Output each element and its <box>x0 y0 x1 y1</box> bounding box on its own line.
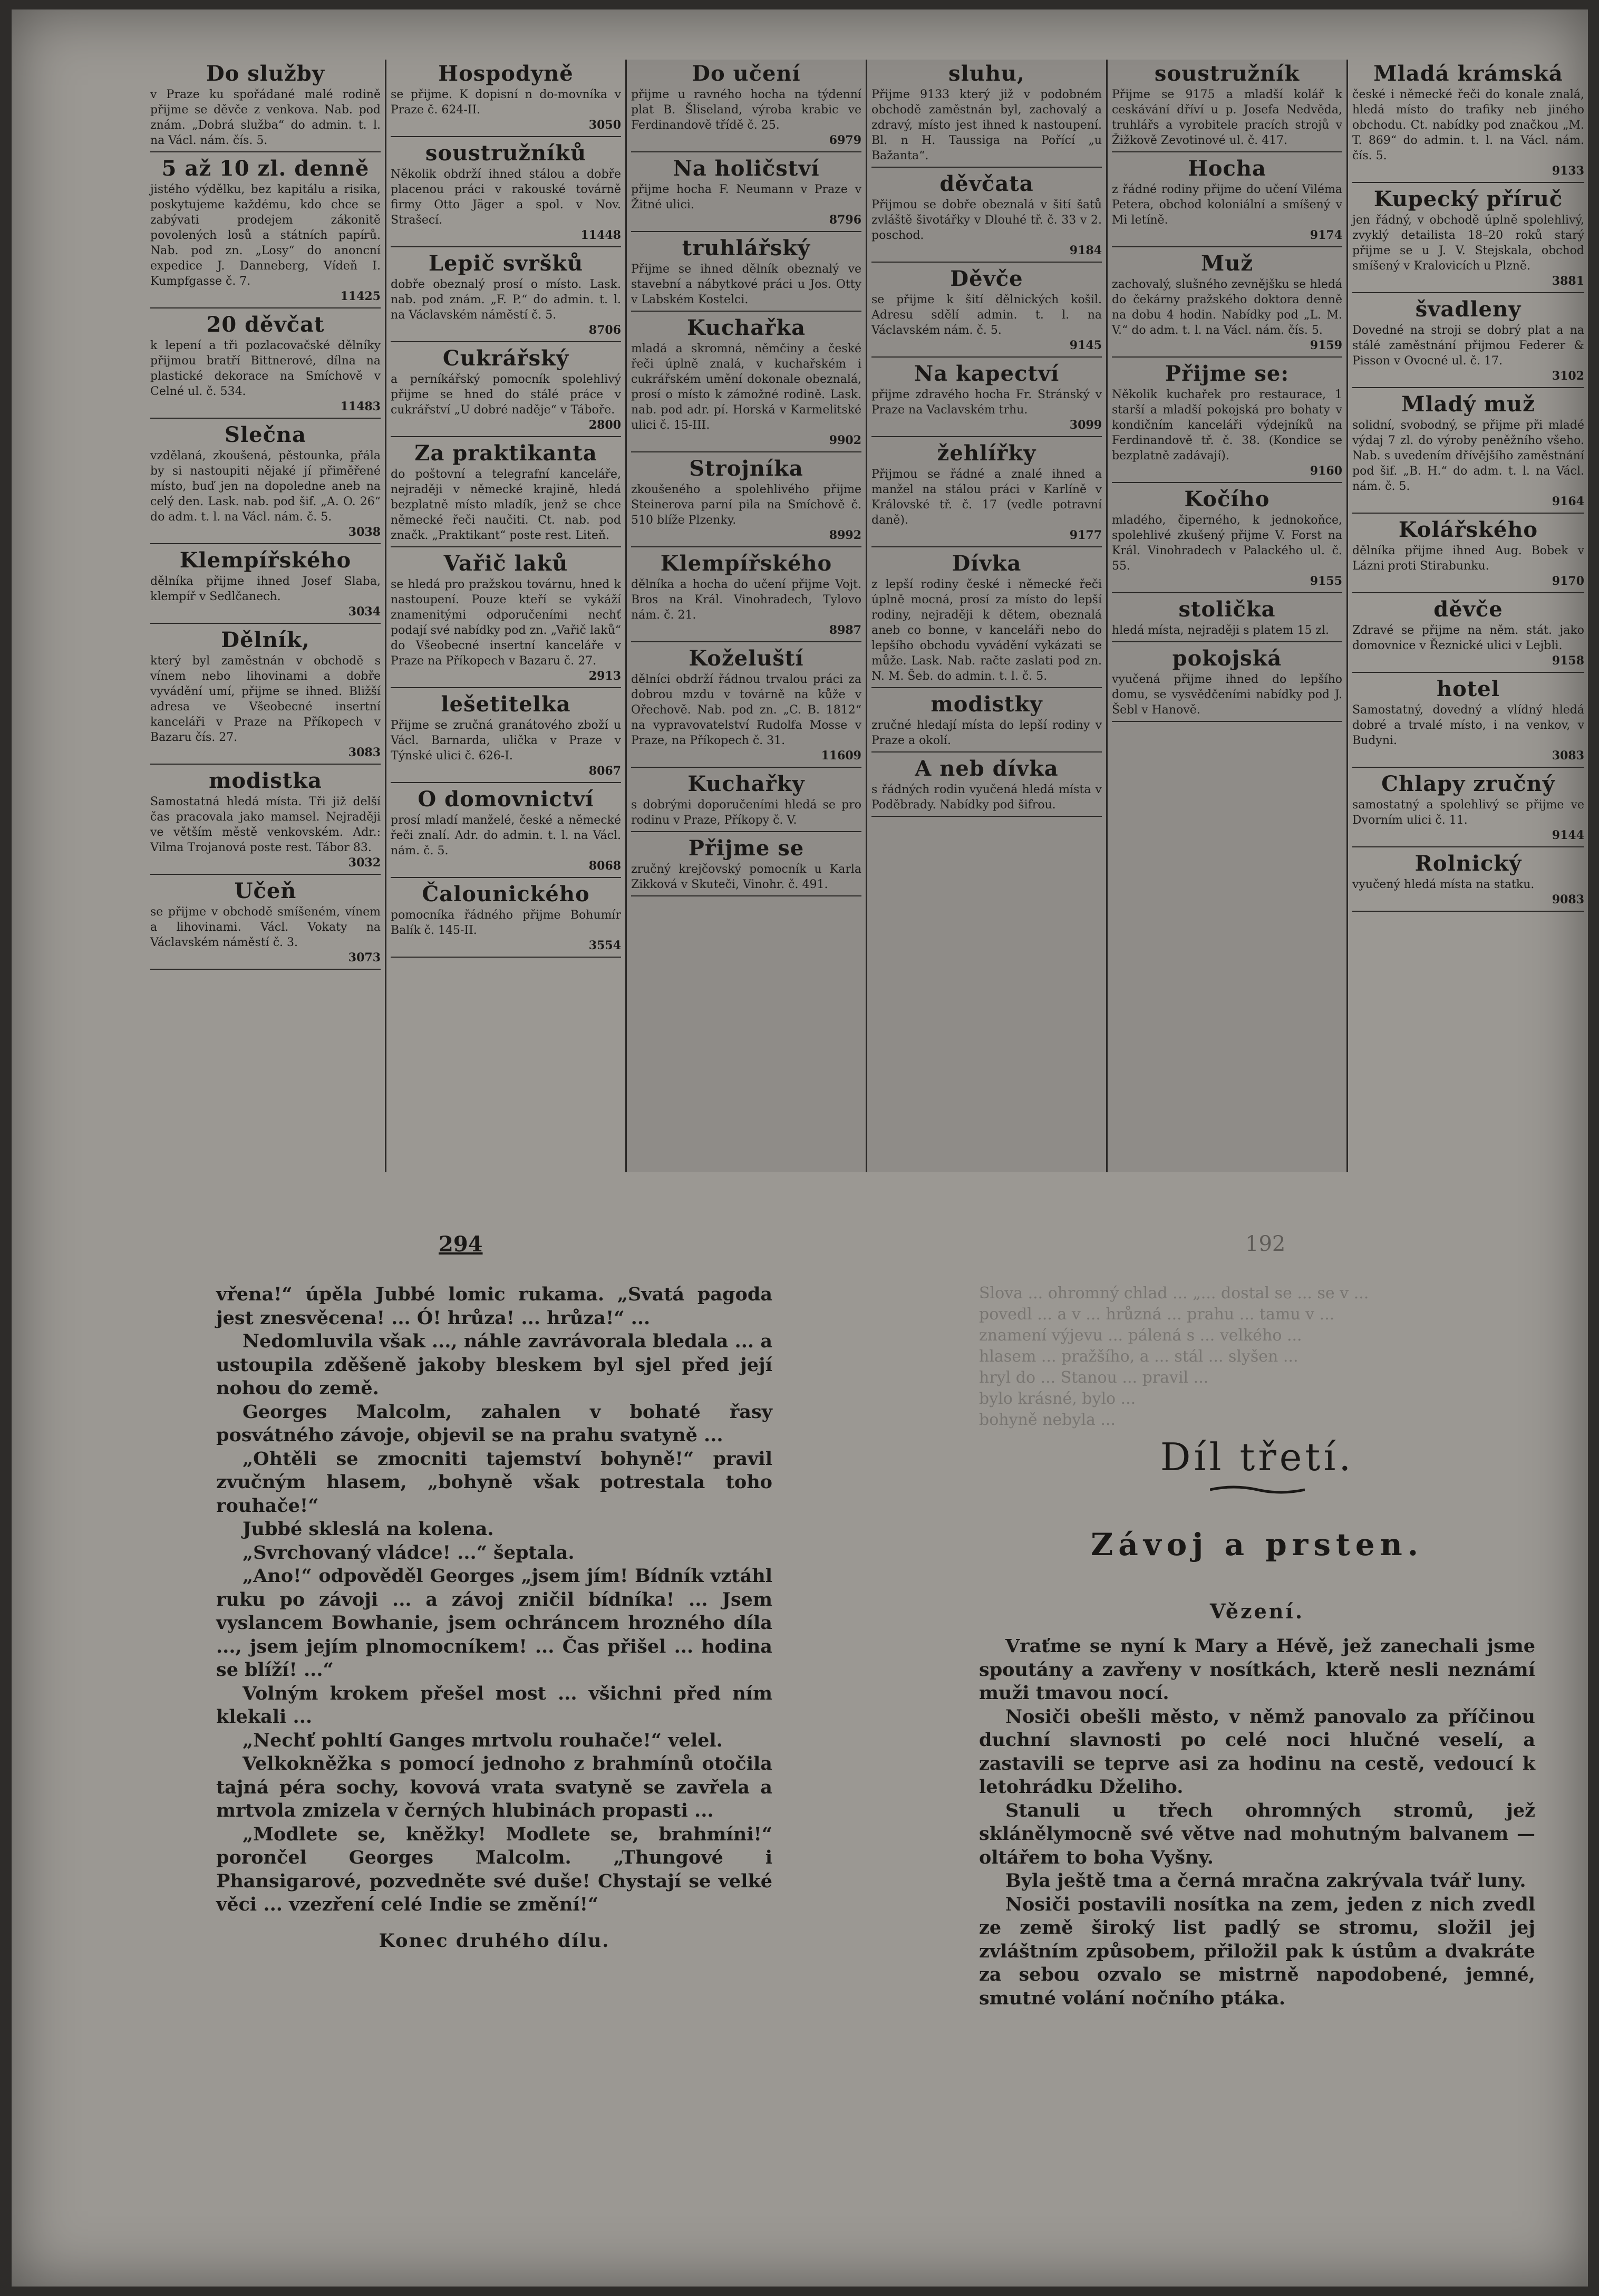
ad-code: 8068 <box>588 859 621 873</box>
classified-ad <box>871 360 1102 437</box>
ad-text: pomocníka řádného přijme Bohumír Balík č. 145-II. <box>391 909 621 937</box>
ad-text: Zdravé se přijme na něm. stát. jako domovnice v Řeznické ulici v Lejbli. <box>1352 624 1584 652</box>
ad-code: 9158 <box>1552 654 1584 668</box>
ad-heading: Do služby <box>206 61 325 86</box>
ad-heading: Rolnický <box>1414 851 1522 876</box>
ad-text: zachovalý, slušného zevnějšku se hledá do čekárny pražského doktora denně na dobu 4 hodin. Nabídky pod „L. M. V.“ do adm. t. l. na Václ. nám. čís. 5. <box>1112 278 1342 337</box>
ghost-line: povedl ... a v ... hrůzná ... prahu ... tamu v ... <box>979 1305 1335 1324</box>
ad-code: 9184 <box>1069 244 1102 257</box>
ad-text: zkoušeného a spolehlivého přijme Steinerova parní pila na Smíchově č. 510 blíže Plzenky. <box>631 483 861 527</box>
ad-column <box>386 60 627 1172</box>
classified-ad <box>391 344 621 437</box>
classified-ad <box>391 439 621 547</box>
classified-ad <box>1112 360 1342 483</box>
classified-ad <box>1352 595 1584 673</box>
ad-heading: švadleny <box>1415 297 1522 322</box>
ad-text: k lepení a tři pozlacovačské dělníky přijmou bratří Bittnerové, dílna na plastické dekorace na Smíchově v Celné ul. č. 534. <box>150 339 381 398</box>
chapter-title: Vězení. <box>1209 1599 1305 1623</box>
ghost-line: hlasem ... pražšího, a ... stál ... slyšen ... <box>979 1347 1298 1366</box>
story-paragraph: „Nechť pohltí Ganges mrtvolu rouhače!“ velel. <box>243 1729 723 1751</box>
ad-heading: Chlapy zručný <box>1381 771 1555 796</box>
ad-heading: Přijme se <box>688 836 805 861</box>
ad-text: zručné hledají místa do lepší rodiny v Praze a okolí. <box>871 719 1102 747</box>
ad-heading: modistky <box>931 692 1043 717</box>
classified-ad <box>1352 185 1584 293</box>
ad-text: v Praze ku spořádané malé rodině přijme se děvče z venkova. Nab. pod znám. „Dobrá služba“ do admin. t. l. na Václ. nám. čís. 5. <box>150 88 381 147</box>
ad-text: Přijme 9133 který již v podobném obchodě zaměstnán byl, zachovalý a zdravý, místo jest ihned k nastoupení. Bl. n H. Taussiga na Pořící „u Bažanta“. <box>871 88 1102 162</box>
ad-heading: Slečna <box>225 422 306 447</box>
ad-code: 3083 <box>1552 749 1584 763</box>
ad-code: 11425 <box>340 290 381 303</box>
right-page-number: 192 <box>1245 1232 1286 1256</box>
ad-text: vyučený hledá místa na statku. <box>1352 878 1535 891</box>
classified-ad <box>1112 644 1342 722</box>
ad-heading: Koželuští <box>689 646 804 671</box>
classified-ad <box>1112 60 1342 152</box>
ad-code: 3038 <box>348 525 381 539</box>
ad-text: Dovedné na stroji se dobrý plat a na stálé zaměstnání přijmou Federer & Pisson v Ovocné ul. č. 17. <box>1352 324 1584 368</box>
story-paragraph: Nosiči obešli město, v němž panovalo za příčinou duchní slavnosti po celé noci hlučné veselí, a zastavili se teprve asi za hodinu na cestě, vedoucí k letohrádku Dželiho. <box>979 1705 1535 1798</box>
ad-text: a perníkářský pomocník spolehlivý přijme se hned do stálé práce v cukrářství „U dobré naděje“ v Táboře. <box>391 373 621 417</box>
ad-heading: Kuchařky <box>687 771 805 796</box>
ad-heading: Klempířského <box>179 548 352 573</box>
classified-ad <box>150 767 381 875</box>
classified-ad <box>1352 295 1584 388</box>
ad-text: který byl zaměstnán v obchodě s vínem nebo lihovinami a dobře vyvádění umí, přijme se ihned. Bližší adresa ve Všeobecné insertní kanceláři v Praze na Příkopech v Bazaru čís. 27. <box>150 654 381 744</box>
classified-ad <box>871 170 1102 263</box>
ad-text: Samostatný, dovedný a vlídný hledá dobré a trvalé místo, i na venkov, v Budyni. <box>1352 703 1584 747</box>
ad-text: s řádných rodin vyučená hledá místa v Poděbrady. Nabídky pod šifrou. <box>871 783 1102 812</box>
ad-code: 3083 <box>348 746 381 759</box>
ad-column <box>146 60 386 1172</box>
classified-ad <box>631 314 861 452</box>
ad-heading: Mladý muž <box>1401 392 1535 417</box>
ad-heading: Děvče <box>950 266 1023 291</box>
ad-text: samostatný a spolehlivý se přijme ve Dvorním ulici č. 11. <box>1352 798 1584 827</box>
classified-ad <box>871 265 1102 358</box>
classified-ad <box>150 877 381 970</box>
story-paragraph: Velkokněžka s pomocí jednoho z brahmínů otočila tajná péra sochy, kovová vrata svatyně se zavřela a mrtvola zmizela v černých hlubinách propasti ... <box>216 1753 772 1821</box>
classified-ad <box>871 755 1102 817</box>
ghost-line: bylo krásné, bylo ... <box>979 1390 1136 1408</box>
ad-heading: soustružník <box>1154 61 1300 86</box>
story-paragraph: Volným krokem přešel most ... všichni před ním klekali ... <box>216 1682 772 1728</box>
classified-ad <box>150 626 381 765</box>
classified-ad <box>871 549 1102 688</box>
ad-text: Přijmou se řádné a znalé ihned a manžel na stálou práci v Karlíně v Královské tř. č. 17 (vedle potravní daně). <box>871 468 1102 527</box>
classified-ad <box>1352 60 1584 183</box>
story-paragraph: „Ano!“ odpověděl Georges „jsem jím! Bídník vztáhl ruku po závoji ... a závoj zničil bídníka! ... Jsem vyslancem Bowhanie, jsem ochráncem hrozného díla ..., jsem jejím plnomocníkem! ... Čas přišel ... hodina se blíží! ...“ <box>216 1565 772 1681</box>
ad-code: 6979 <box>829 133 861 147</box>
classified-ad <box>1112 249 1342 358</box>
ad-heading: lešetitelka <box>441 692 571 717</box>
classified-ad <box>1352 516 1584 593</box>
ad-code: 9145 <box>1069 339 1102 352</box>
classified-ad <box>150 311 381 419</box>
ad-code: 9174 <box>1310 228 1342 242</box>
classified-ad <box>1352 850 1584 912</box>
ad-code: 3034 <box>348 605 381 619</box>
classified-ad <box>391 139 621 247</box>
ghost-line: hryl do ... Stanou ... pravil ... <box>979 1368 1209 1387</box>
left-story-column <box>216 1283 772 1953</box>
ad-text: se přijme. K dopisní n do-movníka v Praze č. 624-II. <box>391 88 621 117</box>
classified-ad <box>631 549 861 642</box>
classified-ad <box>631 60 861 152</box>
classified-ad <box>391 60 621 137</box>
ad-code: 8796 <box>829 213 861 227</box>
story-paragraph: Nosiči postavili nosítka na zem, jeden z nich zvedl ze země široký list padlý se stromu, složil jej zvláštním způsobem, přiložil pak k ústům a dvakráte za sebou ozvalo se mistrně napodobené, jemné, smutné volání nočního ptáka. <box>979 1893 1535 2009</box>
story-paragraph: Jubbé skleslá na kolena. <box>243 1518 494 1540</box>
ad-text: hledá místa, nejraději s platem 15 zl. <box>1112 624 1329 637</box>
ad-code: 9155 <box>1310 574 1342 588</box>
classified-ad <box>391 549 621 688</box>
ad-text: Několik kuchařek pro restaurace, 1 starší a mladší pokojská pro bohaty v kondičním kanceláři výdejníků na Ferdinandově tř. č. 38. (Kondice se bezplatně zadávají). <box>1112 388 1342 462</box>
ad-heading: Na kapectví <box>914 361 1060 386</box>
classified-ad <box>1352 390 1584 514</box>
classified-ad <box>631 234 861 312</box>
ad-code: 9083 <box>1552 893 1584 906</box>
ad-text: se přijme v obchodě smíšeném, vínem a lihovinami. Václ. Vokaty na Václavském náměstí č. 3. <box>150 905 381 949</box>
ad-heading: Klempířského <box>660 551 832 576</box>
story-paragraph: vřena!“ úpěla Jubbé lomic rukama. „Svatá pagoda jest znesvěcena! ... Ó! hrůza! ... hrůza!“ ... <box>216 1284 772 1329</box>
ad-code: 3099 <box>1069 418 1102 432</box>
ad-heading: 5 až 10 zl. denně <box>161 156 370 181</box>
part-title: Díl třetí. <box>1160 1435 1354 1479</box>
ad-heading: Lepič svršků <box>428 251 584 276</box>
classified-ad <box>391 880 621 958</box>
ad-code: 8987 <box>829 623 861 637</box>
ad-text: prosí mladí manželé, české a německé řeči znalí. Adr. do admin. t. l. na Václ. nám. č. 5. <box>391 814 621 857</box>
ad-heading: stolička <box>1178 597 1276 622</box>
classified-ad <box>631 455 861 547</box>
ad-text: přijme u ravného hocha na týdenní plat B. Šliseland, výroba krabic ve Ferdinandově třídě č. 25. <box>631 88 861 132</box>
ad-code: 3073 <box>348 951 381 964</box>
ad-code: 9159 <box>1310 339 1342 352</box>
ad-heading: hotel <box>1437 677 1500 701</box>
story-paragraph: Stanuli u třech ohromných stromů, jež sklánělymocně své větve nad mohutným balvanem — oltářem to boha Vyšny. <box>979 1799 1535 1868</box>
end-of-part: Konec druhého dílu. <box>379 1930 610 1952</box>
ad-heading: pokojská <box>1172 646 1282 671</box>
ad-code: 2913 <box>588 669 621 683</box>
ad-text: vzdělaná, zkoušená, pěstounka, přála by si nastoupiti nějaké jí přiměřené místo, buď jen na dopoledne aneb na celý den. Lask. nab. pod šif. „A. O. 26“ do adm. t. l. na Václ. nám. č. 5. <box>150 449 381 524</box>
ad-text: do poštovní a telegrafní kanceláře, nejraději v německé krajině, hledá bezplatně místo mladík, jenž se chce německé řeči naučiti. Ct. nab. pod značk. „Praktikant“ poste rest. Liteň. <box>391 468 621 542</box>
ad-heading: Kolářského <box>1398 517 1538 542</box>
ad-heading: Strojníka <box>689 456 803 481</box>
classified-ad <box>871 439 1102 547</box>
ad-column <box>867 60 1108 1172</box>
story-paragraph: Vraťme se nyní k Mary a Hévě, jež zanechali jsme spoutány a zavřeny v nosítkách, kterě nesli neznámí muži tmavou nocí. <box>979 1635 1535 1704</box>
ad-heading: Přijme se: <box>1165 361 1290 386</box>
ad-code: 3050 <box>588 118 621 132</box>
ad-heading: děvčata <box>939 171 1034 196</box>
ad-heading: Vařič laků <box>443 551 568 576</box>
classified-ad <box>631 834 861 896</box>
ad-text: dělníci obdrží řádnou trvalou práci za dobrou mzdu v továrně na kůže v Ořechově. Nab. pod zn. „C. B. 1812“ na vypravovatelství Rudolfa Mosse v Praze, na Příkopech č. 31. <box>631 673 861 747</box>
ad-code: 3554 <box>588 939 621 952</box>
ad-heading: Na holičství <box>673 156 820 181</box>
ad-heading: Učeň <box>234 879 297 903</box>
story-paragraph: „Svrchovaný vládce! ...“ šeptala. <box>243 1541 575 1564</box>
ad-text: Přijme se zručná granátového zboží u Václ. Barnarda, ulička v Praze v Týnské ulici č. 626-I. <box>391 719 621 763</box>
ad-code: 9160 <box>1310 464 1342 478</box>
ad-code: 8706 <box>588 323 621 337</box>
classified-ad <box>391 785 621 878</box>
ad-column <box>1108 60 1348 1172</box>
ad-text: vyučená přijme ihned do lepšího domu, se vysvědčeními nabídky pod J. Šebl v Hanově. <box>1112 673 1342 717</box>
book-subtitle: Závoj a prsten. <box>1090 1527 1424 1562</box>
ad-text: dobře obeznalý prosí o místo. Lask. nab. pod znám. „F. P.“ do admin. t. l. na Václavském náměstí č. 5. <box>391 278 621 322</box>
classified-ad <box>1352 770 1584 847</box>
ad-code: 2800 <box>588 418 621 432</box>
classified-ad <box>1352 675 1584 768</box>
ghost-line: Slova ... ohromný chlad ... „... dostal se ... se v ... <box>979 1284 1369 1303</box>
ad-column <box>1348 60 1588 1172</box>
ad-text: s dobrými doporučeními hledá se pro rodinu v Praze, Příkopy č. V. <box>631 798 861 827</box>
ad-heading: Do učení <box>692 61 801 86</box>
story-paragraph: Georges Malcolm, zahalen v bohaté řasy posvátného závoje, objevil se na prahu svatyně ... <box>216 1401 772 1446</box>
ad-heading: Cukrářský <box>442 346 569 371</box>
ad-code: 11448 <box>580 228 621 242</box>
ad-code: 9133 <box>1552 164 1584 178</box>
ad-text: dělníka přijme ihned Aug. Bobek v Lázni proti Stirabunku. <box>1352 544 1584 573</box>
right-story-column <box>979 1283 1535 2010</box>
ad-text: Přijme se 9175 a mladší kolář k ceskávání dříví u p. Josefa Nedvěda, truhlářs a vyrobitele pracích strojů v Žižkově Zevotinové ul. č. 417. <box>1112 88 1342 147</box>
story-paragraph: Nedomluvila však ..., náhle zavrávorala bledala ... a ustoupila zděšeně jakoby bleskem byl sjel před její nohou do země. <box>216 1330 772 1399</box>
newspaper-sheet <box>12 9 1588 2287</box>
ad-heading: A neb dívka <box>915 756 1059 781</box>
bleed-through-text <box>979 1283 1535 1431</box>
ad-heading: soustružníků <box>425 141 587 166</box>
ad-text: jen řádný, v obchodě úplně spolehlivý, zvyklý detailista 18–20 roků starý přijme se u J. V. Stejskala, obchod smíšený v Kralovicích u Plzně. <box>1352 214 1584 273</box>
ad-text: české i německé řeči do konale znalá, hledá místo do trafiky neb jiného obchodu. Ct. nabídky pod značkou „M. T. 869“ do admin. t. l. na Václ. nám. čís. 5. <box>1352 88 1584 162</box>
ad-text: zručný krejčovský pomocník u Karla Zikková v Skuteči, Vinohr. č. 491. <box>631 863 861 891</box>
ad-text: Přijme se ihned dělník obeznalý ve stavební a nábytkové práci u Jos. Otty v Labském Kostelci. <box>631 263 861 306</box>
ad-text: z řádné rodiny přijme do učení Viléma Petera, obchod koloniální a smíšený v Mi letíně. <box>1112 183 1342 227</box>
ad-text: přijme hocha F. Neumann v Praze v Žitné ulici. <box>631 183 861 211</box>
ad-heading: Za praktikanta <box>414 441 597 466</box>
ad-heading: O domovnictví <box>418 787 594 812</box>
ad-text: Přijmou se dobře obeznalá v šití šatů zvláště šivotářky v Dlouhé tř. č. 33 v 2. poschod. <box>871 198 1102 242</box>
ad-code: 3032 <box>348 856 381 870</box>
classified-ads <box>146 60 1591 1172</box>
ad-text: Několik obdrží ihned stálou a dobře placenou práci v rakouské továrně firmy Otto Jäger a spol. v Nov. Strašecí. <box>391 168 621 227</box>
classified-ad <box>1112 595 1342 642</box>
ad-code: 9902 <box>829 433 861 447</box>
ad-heading: Mladá krámská <box>1373 61 1563 86</box>
ad-code: 9170 <box>1552 574 1584 588</box>
ad-heading: Čalounického <box>422 882 590 906</box>
ad-text: mladá a skromná, němčiny a české řeči úplně znalá, v kuchařském i cukrářském umění dokonale obeznalá, prosí o místo k zámožné rodině. Lask. nab. pod adr. pí. Horská v Karmelitské ulici č. 15-III. <box>631 342 861 432</box>
classified-ad <box>391 690 621 783</box>
ad-text: dělníka přijme ihned Josef Slaba, klempíř v Sedlčanech. <box>150 575 381 603</box>
ad-code: 8992 <box>829 528 861 542</box>
ad-heading: modistka <box>209 768 322 793</box>
classified-ad <box>1112 155 1342 247</box>
ad-code: 11609 <box>821 749 861 763</box>
ad-text: mladého, čiperného, k jednokoňce, spolehlivé zkušený přijme V. Forst na Král. Vinohradech v Palackého ul. č. 55. <box>1112 514 1342 573</box>
chapter-body <box>979 1635 1535 2010</box>
classified-ad <box>871 690 1102 753</box>
classified-ad <box>150 421 381 544</box>
ad-code: 9164 <box>1552 495 1584 508</box>
ad-heading: Muž <box>1200 251 1254 276</box>
ad-text: Samostatná hledá místa. Tři již delší čas pracovala jako mamsel. Nejraději ve větším městě venkovském. Adr.: Vilma Trojanová poste rest. Tábor 83. <box>150 795 381 854</box>
ad-heading: sluhu, <box>948 61 1025 86</box>
classified-ad <box>871 60 1102 168</box>
story-paragraph: „Ohtěli se zmocniti tajemství bohyně!“ pravil zvučným hlasem, „bohyně však potrestala toho rouhače!“ <box>216 1448 772 1517</box>
ad-heading: Kočího <box>1184 487 1270 512</box>
ad-text: se hledá pro pražskou továrnu, hned k nastoupení. Pouze kteří se vykáží znamenitými odporučeními nechť podají své nabídky pod zn. „Vařič laků“ do Všeobecné insertní kanceláře v Praze na Příkopech v Bazaru č. 27. <box>391 578 621 668</box>
ad-text: dělníka a hocha do učení přijme Vojt. Bros na Král. Vinohradech, Tylovo nám. č. 21. <box>631 578 861 622</box>
ad-heading: Dívka <box>952 551 1022 576</box>
ad-code: 3102 <box>1552 369 1584 383</box>
ad-heading: truhlářský <box>682 236 811 261</box>
left-page-number: 294 <box>439 1232 483 1257</box>
ad-code: 8067 <box>588 764 621 778</box>
ad-heading: Kupecký příruč <box>1373 187 1563 211</box>
classified-ad <box>1112 485 1342 593</box>
ad-code: 3881 <box>1552 274 1584 288</box>
ghost-line: znamení výjevu ... pálená s ... velkého ... <box>979 1326 1302 1345</box>
classified-ad <box>150 546 381 624</box>
ad-code: 9144 <box>1552 828 1584 842</box>
ornament-rule <box>1210 1484 1305 1495</box>
ad-code: 9177 <box>1069 528 1102 542</box>
story-paragraph: Byla ještě tma a černá mračna zakrývala tvář luny. <box>1005 1870 1526 1892</box>
ad-text: z lepší rodiny české i německé řeči úplně mocná, prosí za místo do lepší rodiny, nejraději k dětem, obeznalá aneb co bonne, v kanceláři nebo do lepšího obchodu vyvádění vykázati se může. Lask. Nab. račte zaslati pod zn. N. M. Šeb. do admin. t. l. č. 5. <box>871 578 1102 683</box>
classified-ad <box>631 155 861 232</box>
classified-ad <box>150 60 381 152</box>
classified-ad <box>150 155 381 308</box>
ad-code: 11483 <box>340 400 381 413</box>
ad-text: jistého výdělku, bez kapitálu a risika, poskytujeme každému, kdo chce se zabývati prodejem zákonitě povolených losů a státních papírů. Nab. pod zn. „Losy“ do anoncní expedice J. Danneberg, Vídeň I. Kumpfgasse č. 7. <box>150 183 381 288</box>
ad-heading: Hospodyně <box>438 61 574 86</box>
ad-heading: Dělník, <box>221 628 310 652</box>
classified-ad <box>391 249 621 342</box>
classified-ad <box>631 644 861 768</box>
ad-heading: Hocha <box>1188 156 1266 181</box>
ad-heading: žehlířky <box>937 441 1036 466</box>
ad-heading: Kuchařka <box>686 315 806 340</box>
ad-text: se přijme k šití dělnických košil. Adresu sdělí admin. t. l. na Václavském nám. č. 5. <box>871 293 1102 337</box>
ad-heading: 20 děvčat <box>206 312 325 337</box>
classified-ad <box>631 770 861 832</box>
ghost-line: bohyně nebyla ... <box>979 1411 1116 1429</box>
ad-text: přijme zdravého hocha Fr. Stránský v Praze na Vaclavském trhu. <box>871 388 1102 417</box>
ad-column <box>627 60 867 1172</box>
ad-text: solidní, svobodný, se přijme při mladé výdaj 7 zl. do výroby peněžního všeho. Nab. s uvedením dřívějšího zaměstnání pod šif. „B. H.“ do adm. t. l. na Václ. nám. č. 5. <box>1352 419 1584 493</box>
ad-heading: děvče <box>1433 597 1503 622</box>
story-paragraph: „Modlete se, kněžky! Modlete se, brahmíni!“ porončel Georges Malcolm. „Thungové i Phansigarové, pozvedněte své duše! Chystají se velké věci ... vzezření celé Indie se změní!“ <box>216 1823 772 1915</box>
